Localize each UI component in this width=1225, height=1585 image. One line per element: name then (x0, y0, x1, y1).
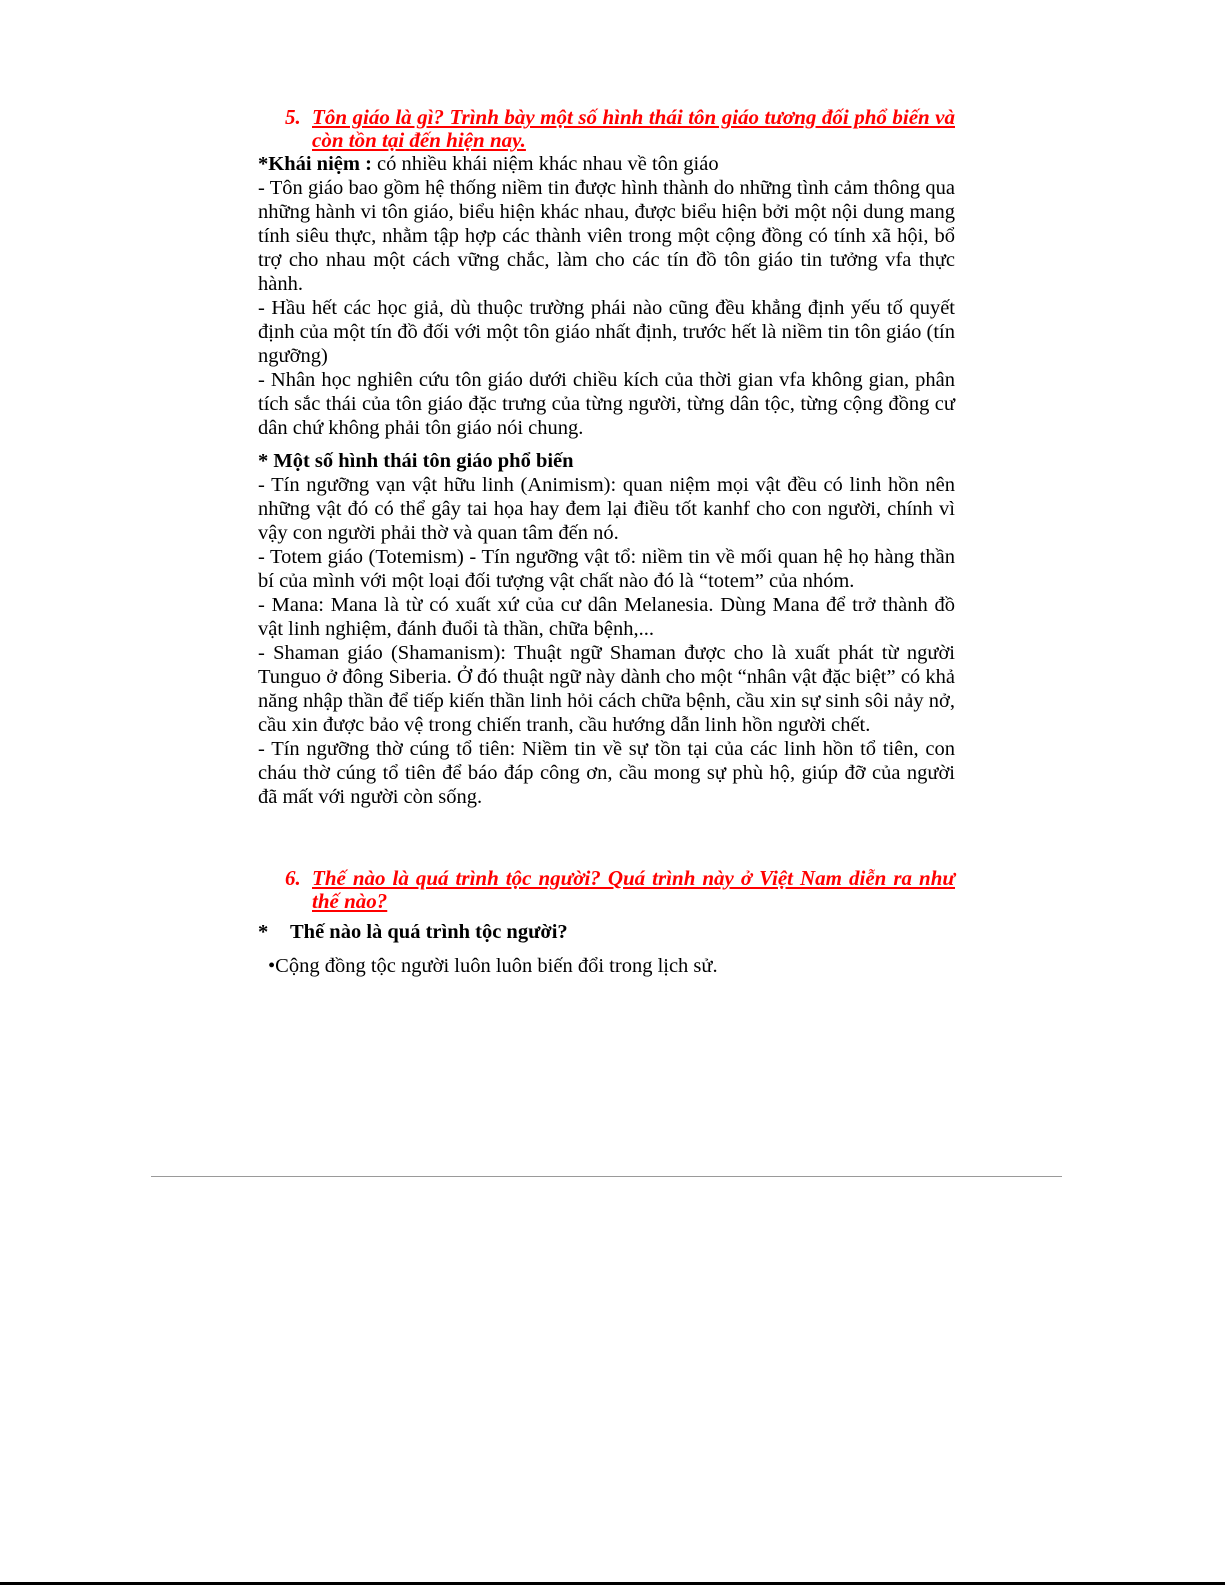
concept-paragraph: - Hầu hết các học giả, dù thuộc trường phái nào cũng đều khẳng định yếu tố quyết định của một tín đồ đối với một tôn giáo nhất định, trước hết là niềm tin tôn giáo (tín ngưỡng) (258, 297, 955, 367)
page-content (258, 106, 955, 978)
subheading-text: Thế nào là quá trình tộc người? (290, 921, 568, 943)
religion-form-item: - Tín ngưỡng vạn vật hữu linh (Animism): quan niệm mọi vật đều có linh hồn nên những vật đó có thể gây tai họa hay đem lại điều tốt kanhf cho con người, chính vì vậy con người phải thờ và quan tâm đến nó. (258, 474, 955, 544)
section-6-number: 6. (285, 866, 301, 890)
concept-paragraph: - Tôn giáo bao gồm hệ thống niềm tin được hình thành do những tình cảm thông qua những hành vi tôn giáo, biểu hiện khác nhau, được biểu hiện bởi một nội dung mang tính siêu thực, nhằm tập hợp các thành viên trong một cộng đồng có tính xã hội, bổ trợ cho nhau một cách vững chắc, làm cho các tín đồ tôn giáo tin tưởng vfa thực hành. (258, 177, 955, 295)
religion-form-item: - Shaman giáo (Shamanism): Thuật ngữ Shaman được cho là xuất phát từ người Tunguo ở đông Siberia. Ở đó thuật ngữ này dành cho một “nhân vật đặc biệt” có khả năng nhập thần để tiếp kiến thần linh hỏi cách chữa bệnh, cầu xin sự sinh sôi nảy nở, cầu xin được bảo vệ trong chiến tranh, cầu hướng dẫn linh hồn người chết. (258, 642, 955, 736)
forms-heading: * Một số hình thái tôn giáo phổ biến (258, 450, 574, 472)
section-5-title: Tôn giáo là gì? Trình bày một số hình thái tôn giáo tương đối phổ biến và còn tồn tại đến hiện nay. (312, 105, 955, 152)
page-divider (151, 1176, 1062, 1177)
concept-label: *Khái niệm : (258, 153, 372, 175)
religion-form-item: - Totem giáo (Totemism) - Tín ngưỡng vật tổ: niềm tin về mối quan hệ họ hàng thần bí của mình với một loại đối tượng vật chất nào đó là “totem” của nhóm. (258, 546, 955, 592)
section-5-number: 5. (285, 105, 301, 129)
star-marker: * (258, 921, 269, 943)
concept-paragraph: - Nhân học nghiên cứu tôn giáo dưới chiều kích của thời gian vfa không gian, phân tích sắc thái của tôn giáo đặc trưng của từng người, từng dân tộc, từng cộng đồng cư dân chứ không phải tôn giáo nói chung. (258, 369, 955, 439)
bullet-item: •Cộng đồng tộc người luôn luôn biến đổi trong lịch sử. (268, 955, 718, 977)
religion-form-item: - Tín ngưỡng thờ cúng tổ tiên: Niềm tin về sự tồn tại của các linh hồn tổ tiên, con cháu thờ cúng tổ tiên để báo đáp công ơn, cầu mong sự phù hộ, giúp đỡ của người đã mất với người còn sống. (258, 738, 955, 808)
concept-text: có nhiều khái niệm khác nhau về tôn giáo (371, 153, 719, 175)
section-5-heading (285, 106, 955, 152)
section-6-subheading (258, 920, 955, 944)
concept-line (258, 152, 955, 176)
section-6-title: Thế nào là quá trình tộc người? Quá trình này ở Việt Nam diễn ra như thế nào? (312, 866, 955, 913)
section-6-heading (285, 867, 955, 913)
religion-form-item: - Mana: Mana là từ có xuất xứ của cư dân Melanesia. Dùng Mana để trở thành đồ vật linh nghiệm, đánh đuổi tà thần, chữa bệnh,... (258, 594, 955, 640)
